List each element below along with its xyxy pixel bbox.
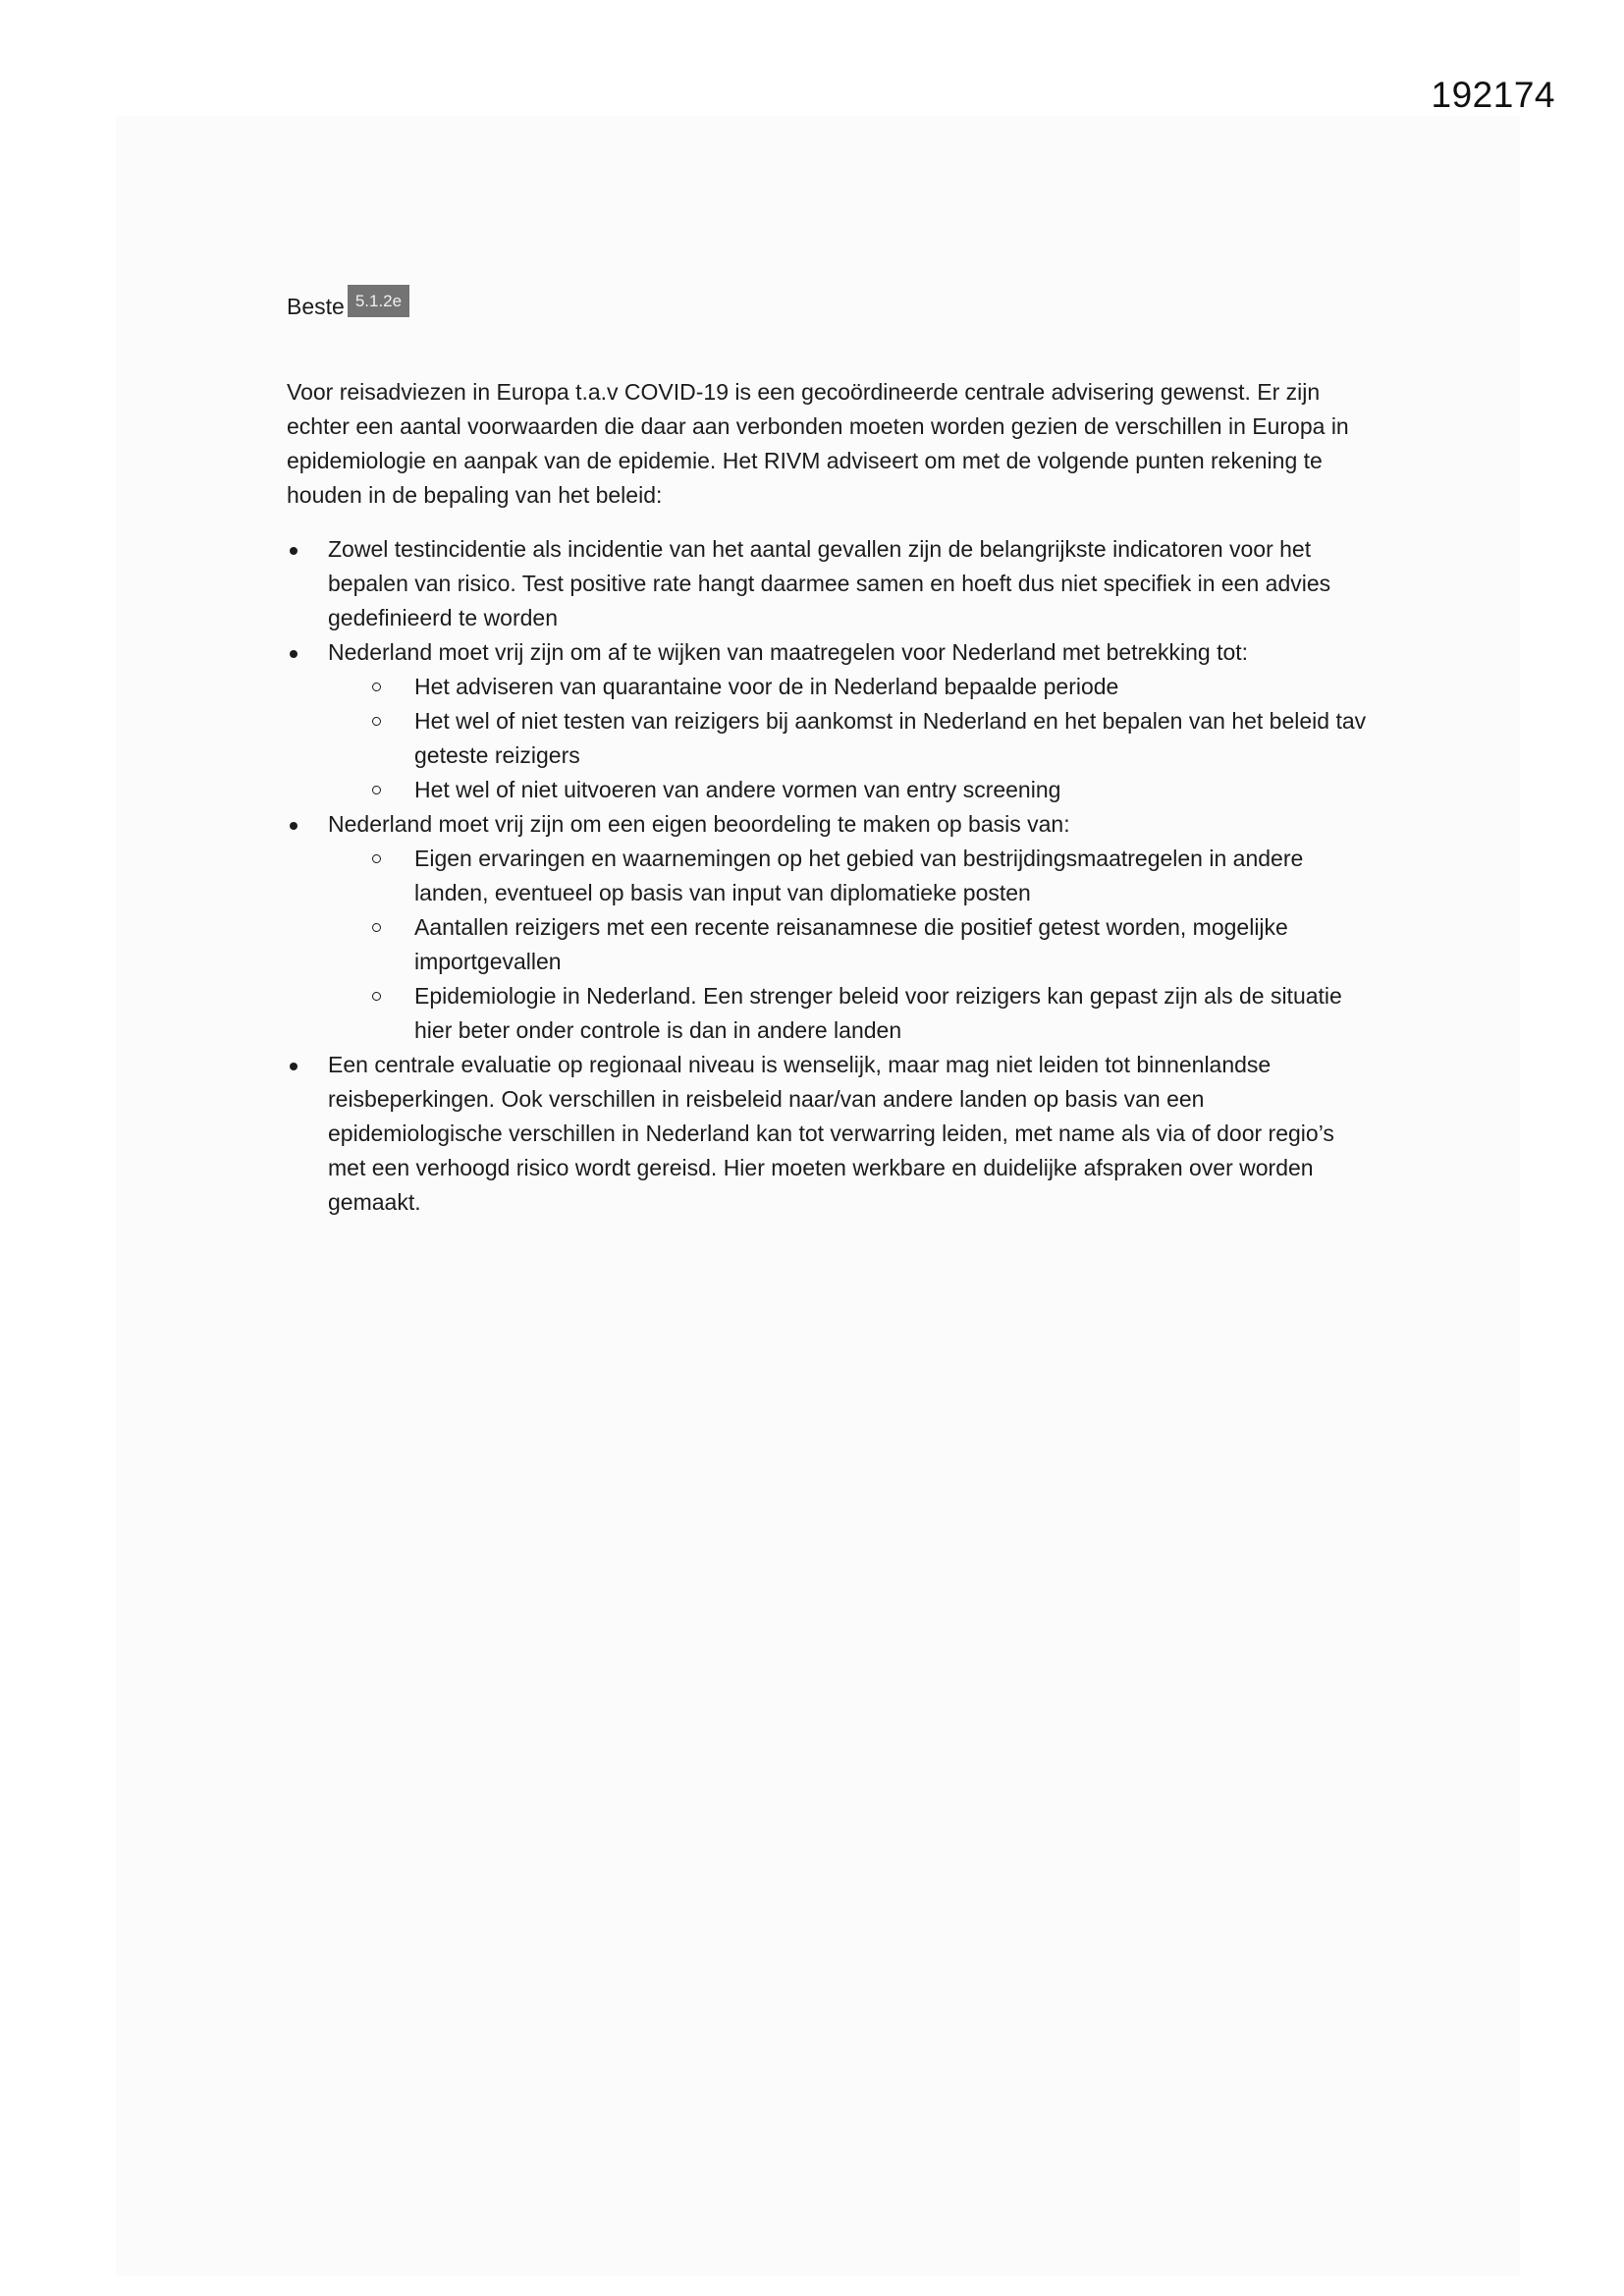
bullet-icon	[290, 822, 298, 830]
advice-sub-text: Het wel of niet testen van reizigers bij aankomst in Nederland en het bepalen van het beleid tav geteste reizigers	[414, 708, 1367, 768]
advice-point-4	[287, 1048, 1367, 1220]
advice-sub-item	[328, 979, 1367, 1048]
circle-bullet-icon	[372, 923, 381, 932]
advice-point-2	[287, 635, 1367, 807]
advice-sub-item	[328, 670, 1367, 704]
advice-point-text: Nederland moet vrij zijn om een eigen beoordeling te maken op basis van:	[328, 811, 1070, 837]
letter-body	[287, 285, 1367, 1220]
circle-bullet-icon	[372, 992, 381, 1001]
advice-sub-item	[328, 910, 1367, 979]
advice-sub-list	[328, 842, 1367, 1048]
salutation: Beste	[287, 294, 345, 319]
salutation-line	[287, 285, 1367, 324]
intro-paragraph: Voor reisadviezen in Europa t.a.v COVID-19 is een gecoördineerde centrale advisering gewenst. Er zijn echter een aantal voorwaarden die daar aan verbonden moeten worden gezien de verschillen in Europa in epidemiologie en aanpak van de epidemie. Het RIVM adviseert om met de volgende punten rekening te houden in de bepaling van het beleid:	[287, 379, 1349, 508]
advice-sub-text: Epidemiologie in Nederland. Een strenger beleid voor reizigers kan gepast zijn als de situatie hier beter onder controle is dan in andere landen	[414, 983, 1342, 1043]
bullet-icon	[290, 547, 298, 555]
advice-sub-text: Het wel of niet uitvoeren van andere vormen van entry screening	[414, 777, 1061, 802]
advice-point-3	[287, 807, 1367, 1048]
advice-point-1	[287, 532, 1367, 635]
advice-point-text: Nederland moet vrij zijn om af te wijken van maatregelen voor Nederland met betrekking tot:	[328, 639, 1249, 665]
advice-sub-item	[328, 842, 1367, 910]
bullet-icon	[290, 1063, 298, 1070]
circle-bullet-icon	[372, 786, 381, 794]
advice-sub-text: Het adviseren van quarantaine voor de in Nederland bepaalde periode	[414, 674, 1119, 699]
advice-sub-item	[328, 773, 1367, 807]
bullet-icon	[290, 650, 298, 658]
advice-point-text: Een centrale evaluatie op regionaal niveau is wenselijk, maar mag niet leiden tot binnenlandse reisbeperkingen. Ook verschillen in reisbeleid naar/van andere landen op basis van een epidemiologische verschillen in Nederland kan tot verwarring leiden, met name als via of door regio’s met een verhoogd risico wordt gereisd. Hier moeten werkbare en duidelijke afspraken over worden gemaakt.	[328, 1052, 1334, 1215]
advice-list	[287, 532, 1367, 1220]
circle-bullet-icon	[372, 854, 381, 863]
advice-sub-text: Aantallen reizigers met een recente reisanamnese die positief getest worden, mogelijke importgevallen	[414, 914, 1288, 974]
circle-bullet-icon	[372, 683, 381, 691]
advice-sub-item	[328, 704, 1367, 773]
circle-bullet-icon	[372, 717, 381, 726]
advice-sub-text: Eigen ervaringen en waarnemingen op het gebied van bestrijdingsmaatregelen in andere landen, eventueel op basis van input van diplomatieke posten	[414, 846, 1304, 905]
advice-point-text: Zowel testincidentie als incidentie van het aantal gevallen zijn de belangrijkste indicatoren voor het bepalen van risico. Test positive rate hangt daarmee samen en hoeft dus niet specifiek in een advies gedefinieerd te worden	[328, 536, 1331, 630]
document-id: 192174	[1431, 75, 1555, 115]
redaction-box: 5.1.2e	[348, 285, 409, 317]
advice-sub-list	[328, 670, 1367, 807]
